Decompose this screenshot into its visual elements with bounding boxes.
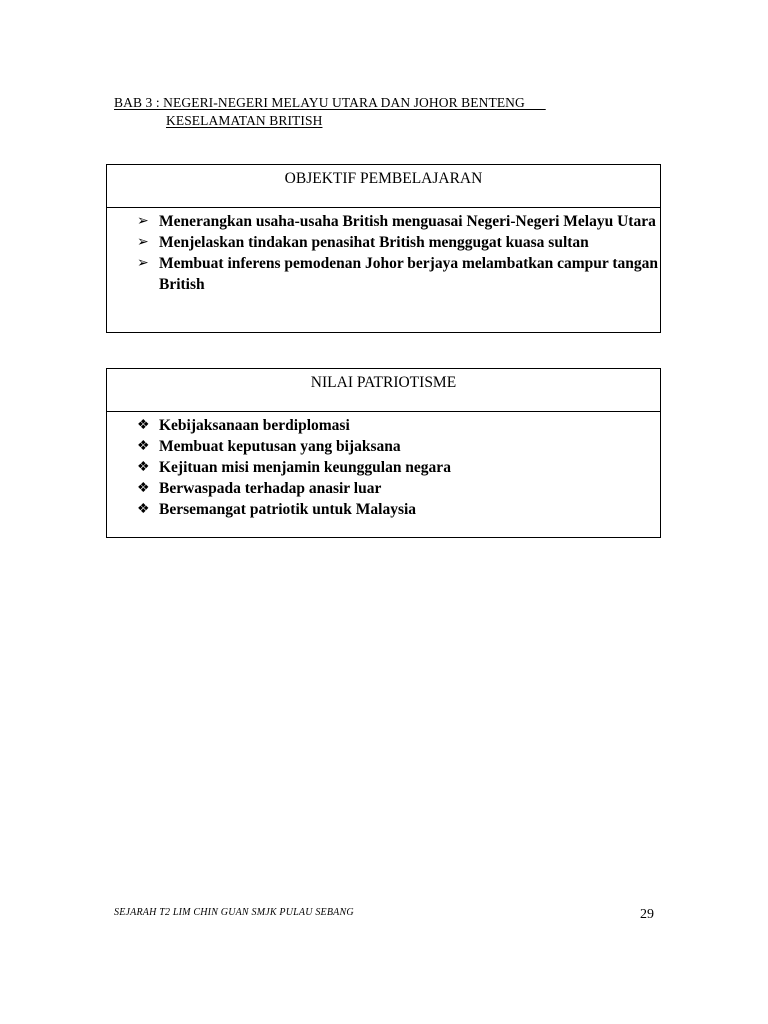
nilai-item-text: Bersemangat patriotik untuk Malaysia — [159, 501, 417, 518]
nilai-item-text: Kebijaksanaan berdiplomasi — [159, 417, 350, 434]
arrowhead-bullet-icon: ➢ — [137, 214, 149, 229]
footer-text: SEJARAH T2 LIM CHIN GUAN SMJK PULAU SEBANG — [114, 907, 354, 918]
nilai-title: NILAI PATRIOTISME — [107, 369, 660, 412]
objektif-box — [106, 164, 661, 333]
objektif-item-text: Menjelaskan tindakan penasihat British menggugat kuasa sultan — [159, 234, 589, 251]
list-item — [137, 478, 660, 499]
diamond-bullet-icon: ❖ — [137, 460, 150, 475]
nilai-item-text: Berwaspada terhadap anasir luar — [159, 480, 382, 497]
nilai-item-text: Kejituan misi menjamin keunggulan negara — [159, 459, 451, 476]
diamond-bullet-icon: ❖ — [137, 439, 150, 454]
chapter-heading-line-1: BAB 3 : NEGERI-NEGERI MELAYU UTARA DAN JOHOR BENTENG — [114, 95, 546, 110]
nilai-box — [106, 368, 661, 538]
chapter-heading-line-2: KESELAMATAN BRITISH — [166, 113, 323, 128]
list-item — [137, 436, 660, 457]
arrowhead-bullet-icon: ➢ — [137, 235, 149, 250]
list-item — [137, 232, 660, 253]
nilai-item-text: Membuat keputusan yang bijaksana — [159, 438, 401, 455]
list-item — [137, 415, 660, 436]
arrowhead-bullet-icon: ➢ — [137, 256, 149, 271]
chapter-heading — [114, 94, 546, 130]
list-item — [137, 253, 660, 295]
objektif-title: OBJEKTIF PEMBELAJARAN — [107, 165, 660, 208]
list-item — [137, 457, 660, 478]
diamond-bullet-icon: ❖ — [137, 502, 150, 517]
objektif-item-text: Menerangkan usaha-usaha British menguasai Negeri-Negeri Melayu Utara — [159, 213, 656, 230]
page-number: 29 — [640, 907, 654, 922]
list-item — [137, 211, 660, 232]
objektif-item-text: Membuat inferens pemodenan Johor berjaya melambatkan campur tangan British — [159, 255, 659, 293]
diamond-bullet-icon: ❖ — [137, 481, 150, 496]
nilai-list — [107, 412, 660, 520]
list-item — [137, 499, 660, 520]
objektif-list — [107, 208, 660, 295]
diamond-bullet-icon: ❖ — [137, 418, 150, 433]
